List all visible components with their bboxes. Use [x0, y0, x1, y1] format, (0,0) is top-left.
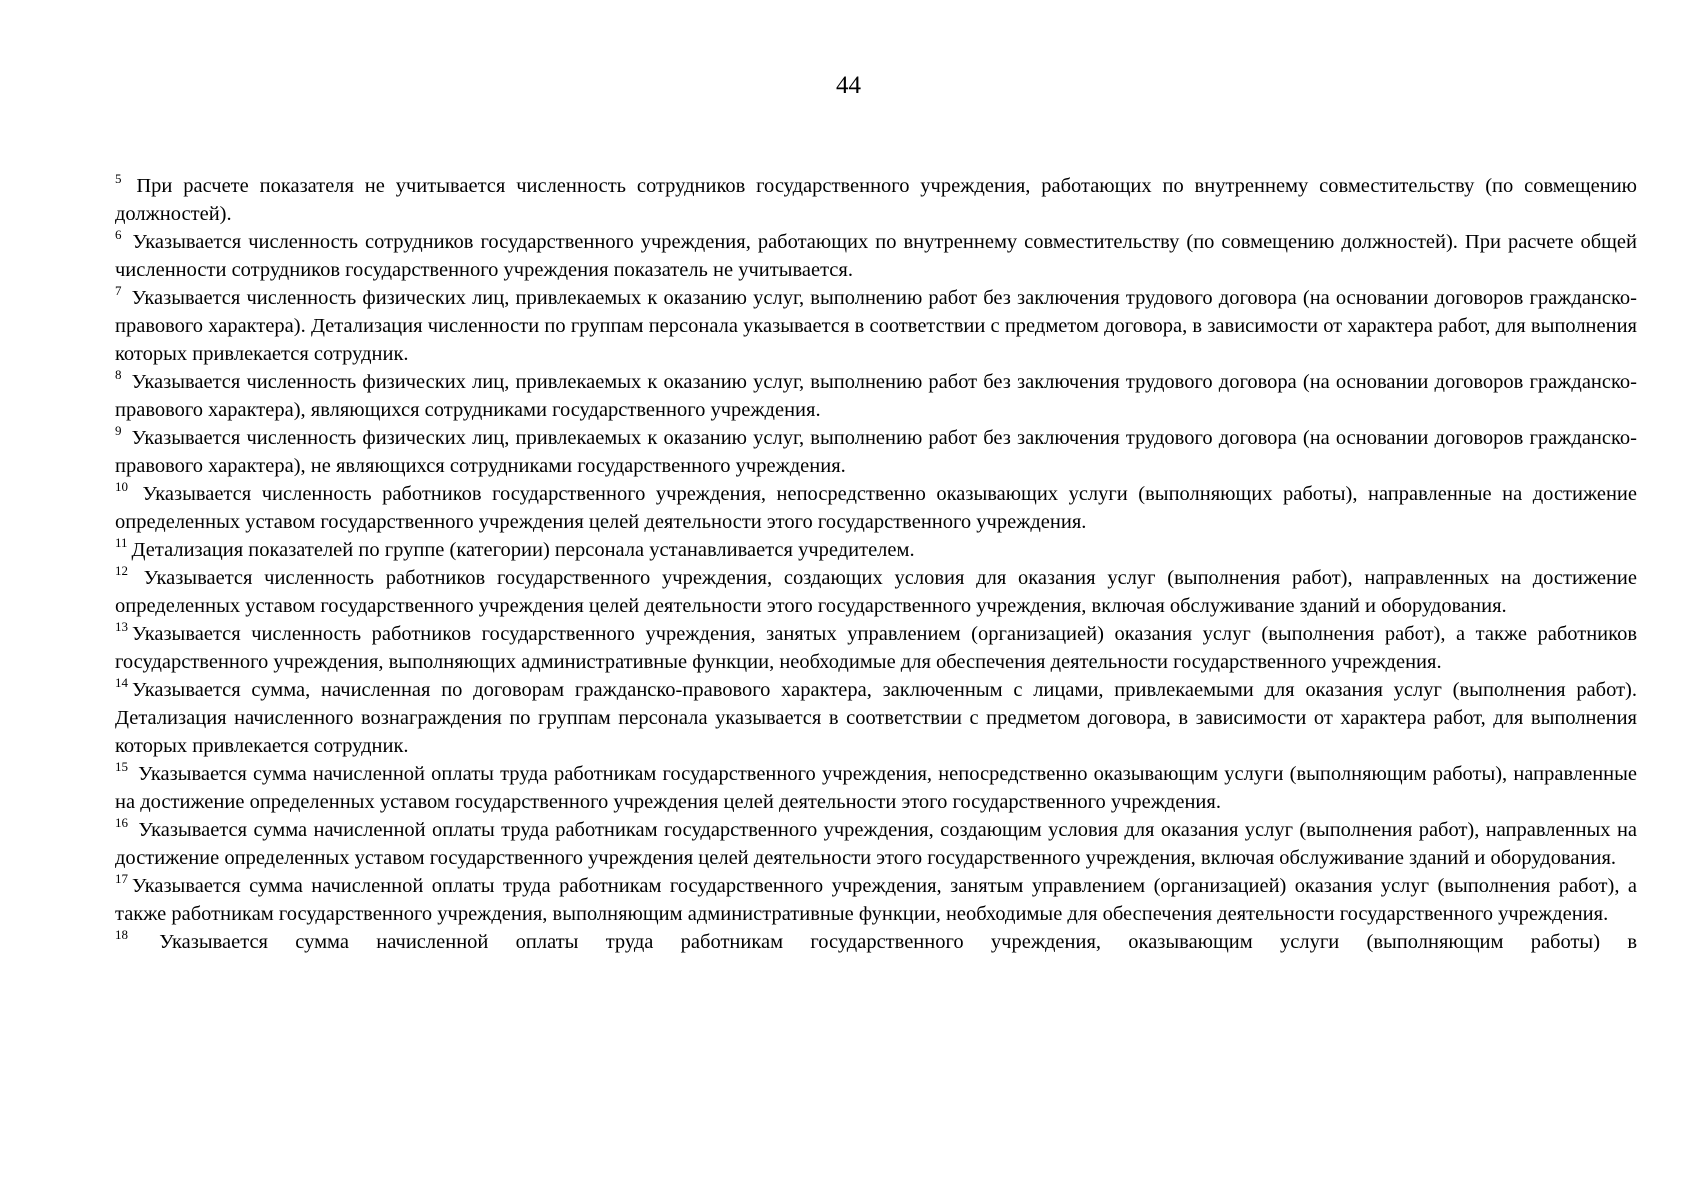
footnote: [115, 424, 1637, 480]
footnote-text: Указывается сумма начисленной оплаты труда работникам государственного учреждения, создающим условия для оказания услуг (выполнения работ), направленных на достижение определенных уставом государственного учреждения целей деятельности этого государственного учреждения, включая обслуживание зданий и оборудования.: [115, 819, 1638, 869]
footnote-text: Указывается сумма начисленной оплаты труда работникам государственного учреждения, занятым управлением (организацией) оказания услуг (выполнения работ), а также работникам государственного учреждения, выполняющим административные функции, необходимые для обеспечения деятельности государственного учреждения.: [115, 875, 1637, 925]
footnote-text: Указывается численность сотрудников государственного учреждения, работающих по внутреннему совместительству (по совмещению должностей). При расчете общей численности сотрудников государственного учреждения показатель не учитывается.: [115, 231, 1638, 281]
footnote-number: 15: [115, 759, 128, 774]
footnote-number: 11: [115, 535, 128, 550]
footnote-text: Указывается численность физических лиц, привлекаемых к оказанию услуг, выполнению работ без заключения трудового договора (на основании договоров гражданско-правового характера). Детализация численности по группам персонала указывается в соответствии с предметом договора, в зависимости от характера работ, для выполнения которых привлекается сотрудник.: [115, 287, 1637, 365]
footnote-number: 8: [115, 367, 122, 382]
footnote: [115, 928, 1637, 956]
footnote-number: 18: [115, 927, 128, 942]
footnote-number: 13: [115, 619, 128, 634]
footnote-text: Указывается сумма начисленной оплаты труда работникам государственного учреждения, непосредственно оказывающим услуги (выполняющим работы), направленные на достижение определенных уставом государственного учреждения целей деятельности этого государственного учреждения.: [115, 763, 1638, 813]
footnote-number: 17: [115, 871, 128, 886]
footnote-number: 5: [115, 171, 122, 186]
footnote-number: 10: [115, 479, 128, 494]
footnote: [115, 816, 1637, 872]
footnote-text: Указывается сумма, начисленная по договорам гражданско-правового характера, заключенным с лицами, привлекаемыми для оказания услуг (выполнения работ). Детализация начисленного вознаграждения по группам персонала указывается в соответствии с предметом договора, в зависимости от характера работ, для выполнения которых привлекается сотрудник.: [115, 679, 1637, 757]
footnote: [115, 620, 1637, 676]
footnote-text: Указывается численность работников государственного учреждения, непосредственно оказывающих услуги (выполняющих работы), направленные на достижение определенных уставом государственного учреждения целей деятельности этого государственного учреждения.: [115, 483, 1638, 533]
footnote-text: Указывается численность физических лиц, привлекаемых к оказанию услуг, выполнению работ без заключения трудового договора (на основании договоров гражданско-правового характера), не являющихся сотрудниками государственного учреждения.: [115, 427, 1637, 477]
footnote-text: Указывается численность физических лиц, привлекаемых к оказанию услуг, выполнению работ без заключения трудового договора (на основании договоров гражданско-правового характера), являющихся сотрудниками государственного учреждения.: [115, 371, 1637, 421]
footnote-number: 16: [115, 815, 128, 830]
footnote: [115, 480, 1637, 536]
footnote: [115, 872, 1637, 928]
footnote-text: Указывается численность работников государственного учреждения, создающих условия для оказания услуг (выполнения работ), направленных на достижение определенных уставом государственного учреждения целей деятельности этого государственного учреждения, включая обслуживание зданий и оборудования.: [115, 567, 1637, 617]
footnote-number: 14: [115, 675, 128, 690]
footnote-text: Детализация показателей по группе (категории) персонала устанавливается учредителем.: [131, 539, 915, 561]
footnote: [115, 368, 1637, 424]
footnote: [115, 172, 1637, 228]
footnote-text: Указывается численность работников государственного учреждения, занятых управлением (организацией) оказания услуг (выполнения работ), а также работников государственного учреждения, выполняющих административные функции, необходимые для обеспечения деятельности государственного учреждения.: [115, 623, 1637, 673]
footnote: [115, 536, 1637, 564]
footnote-number: 12: [115, 563, 128, 578]
footnote: [115, 228, 1637, 284]
footnote-number: 9: [115, 423, 122, 438]
footnote-text: Указывается сумма начисленной оплаты труда работникам государственного учреждения, оказывающим услуги (выполняющим работы) в: [159, 931, 1637, 953]
footnote-text: При расчете показателя не учитывается численность сотрудников государственного учреждения, работающих по внутреннему совместительству (по совмещению должностей).: [115, 175, 1637, 225]
footnote: [115, 676, 1637, 760]
footnote-number: 7: [115, 283, 122, 298]
page-number: 44: [836, 72, 861, 99]
footnote: [115, 564, 1637, 620]
footnote: [115, 284, 1637, 368]
footnotes-list: [115, 172, 1637, 956]
footnote-number: 6: [115, 227, 122, 242]
footnote: [115, 760, 1637, 816]
